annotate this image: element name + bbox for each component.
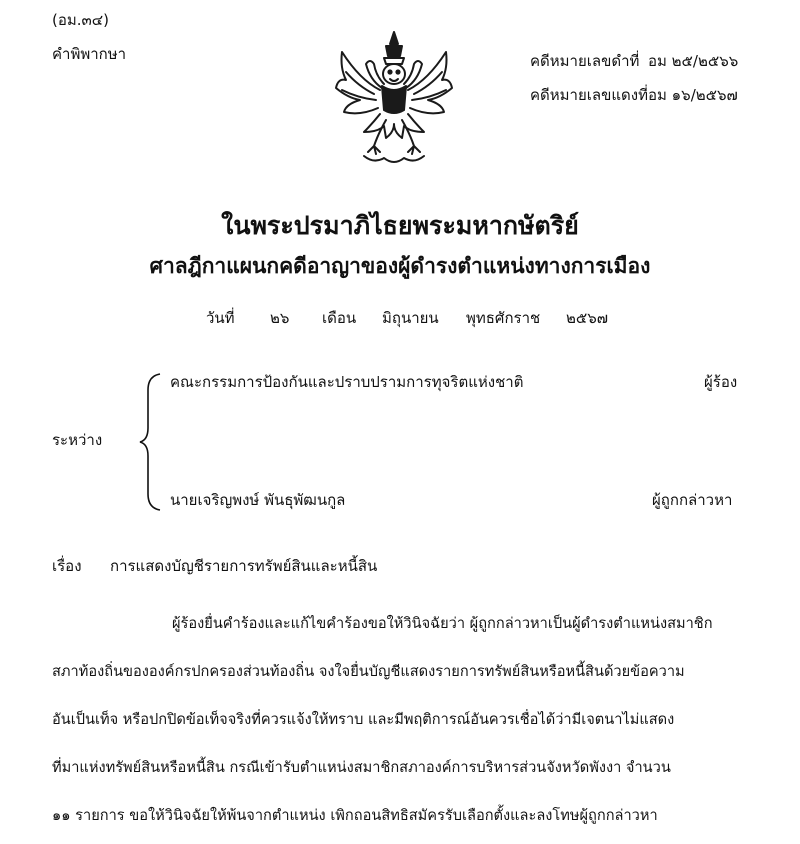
- red-case-row: [530, 78, 738, 112]
- date-month: มิถุนายน: [382, 309, 439, 327]
- subject-value: การแสดงบัญชีรายการทรัพย์สินและหนี้สิน: [110, 557, 378, 575]
- document-type: คำพิพากษา: [52, 45, 127, 63]
- body-line: ที่มาแห่งทรัพย์สินหรือหนี้สิน กรณีเข้ารับตำแหน่งสมาชิกสภาองค์การบริหารส่วนจังหวัดพังงา จำนวน: [52, 759, 671, 776]
- body-line: ผู้ร้องยื่นคำร้องและแก้ไขคำร้องขอให้วินิจฉัยว่า ผู้ถูกกล่าวหาเป็นผู้ดำรงตำแหน่งสมาชิก: [172, 615, 713, 632]
- plaintiff-role: ผู้ร้อง: [704, 373, 738, 391]
- subject-label: เรื่อง: [52, 557, 82, 575]
- black-case-row: [530, 44, 738, 78]
- judgment-date: [206, 306, 608, 330]
- case-numbers: [530, 44, 738, 112]
- curly-brace-icon: [138, 372, 164, 512]
- date-day: ๒๖: [270, 309, 290, 327]
- garuda-emblem-icon: [334, 28, 454, 168]
- body-line: อันเป็นเท็จ หรือปกปิดข้อเท็จจริงที่ควรแจ้งให้ทราบ และมีพฤติการณ์อันควรเชื่อได้ว่ามีเจตนาไม่แสดง: [52, 711, 675, 728]
- red-case-label: คดีหมายเลขแดงที่: [530, 86, 648, 104]
- court-name: ศาลฎีกาแผนกคดีอาญาของผู้ดำรงตำแหน่งทางการเมือง: [149, 254, 651, 278]
- defendant-name: นายเจริญพงษ์ พันธุพัฒนกูล: [170, 491, 346, 509]
- royal-heading: ในพระปรมาภิไธยพระมหากษัตริย์: [221, 211, 579, 240]
- year-label: พุทธศักราช: [466, 309, 541, 327]
- plaintiff-name: คณะกรรมการป้องกันและปราบปรามการทุจริตแห่งชาติ: [170, 373, 524, 391]
- black-case-label: คดีหมายเลขดำที่: [530, 52, 640, 70]
- between-label: ระหว่าง: [52, 431, 103, 449]
- body-line: สภาท้องถิ่นขององค์กรปกครองส่วนท้องถิ่น จงใจยื่นบัญชีแสดงรายการทรัพย์สินหรือหนี้สินด้วยข้อความ: [52, 663, 685, 680]
- date-label: วันที่: [206, 309, 235, 327]
- black-case-value: อม ๒๕/๒๕๖๖: [648, 52, 739, 70]
- defendant-role: ผู้ถูกกล่าวหา: [652, 491, 733, 509]
- body-line: ๑๑ รายการ ขอให้วินิจฉัยให้พ้นจากตำแหน่ง เพิกถอนสิทธิสมัครรับเลือกตั้งและลงโทษผู้ถูกกล่าวหา: [52, 807, 658, 824]
- red-case-value: อม ๑๖/๒๕๖๗: [648, 86, 738, 104]
- form-code: (อม.๓๔): [52, 11, 109, 29]
- month-label: เดือน: [322, 309, 357, 327]
- date-year: ๒๕๖๗: [566, 309, 609, 327]
